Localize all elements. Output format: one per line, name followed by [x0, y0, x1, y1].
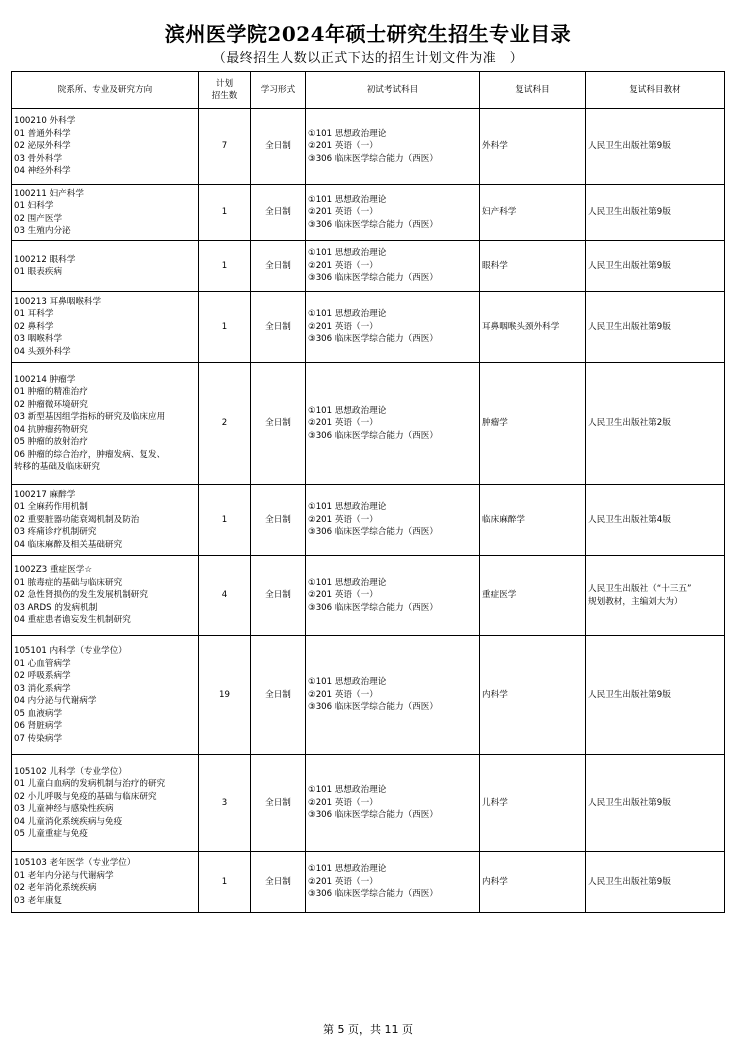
cell-major — [12, 185, 199, 241]
cell-major-line: 04 头颈外科学 — [14, 346, 71, 357]
cell-major-line: 100213 耳鼻咽喉科学 — [14, 296, 102, 307]
cell-major-line: 02 泌尿外科学 — [14, 141, 71, 152]
cell-exam-line: ②201 英语（一） — [308, 418, 378, 429]
page-title: 滨州医学院2024年硕士研究生招生专业目录 — [164, 22, 572, 46]
cell-major — [12, 636, 199, 755]
cell-major-line: 03 骨外科学 — [14, 153, 63, 164]
cell-exam-line: ②201 英语（一） — [308, 260, 378, 271]
cell-major-line: 01 妇科学 — [14, 201, 54, 211]
cell-major-line: 01 眼表疾病 — [14, 267, 63, 277]
cell-major-line: 02 小儿呼吸与免疫的基础与临床研究 — [14, 791, 157, 802]
cell-major — [12, 556, 199, 636]
header-book: 复试科目教材 — [586, 72, 725, 109]
cell-exam-line: ②201 英语（一） — [308, 876, 378, 887]
cell-exam-line: ②201 英语（一） — [308, 689, 378, 700]
cell-major-line: 01 儿童白血病的发病机制与治疗的研究 — [14, 779, 166, 789]
cell-exam-line: ①101 思想政治理论 — [308, 309, 387, 320]
cell-quota: 1 — [199, 292, 251, 363]
cell-book — [586, 185, 725, 241]
cell-major-line: 03 咽喉科学 — [14, 334, 63, 345]
header-quota — [199, 72, 251, 109]
cell-exam — [306, 363, 480, 485]
cell-exam — [306, 852, 480, 913]
cell-quota: 1 — [199, 185, 251, 241]
cell-major-line: 02 肿瘤微环境研究 — [14, 399, 88, 410]
cell-major-line: 100211 妇产科学 — [14, 188, 84, 199]
cell-exam — [306, 292, 480, 363]
cell-major-line: 01 耳科学 — [14, 309, 54, 320]
cell-retest: 内科学 — [480, 636, 586, 755]
cell-major-line: 105103 老年医学（专业学位） — [14, 858, 136, 868]
cell-mode: 全日制 — [251, 755, 306, 852]
cell-major-line: 01 心血管病学 — [14, 658, 71, 669]
cell-major-line: 04 重症患者谵妄发生机制研究 — [14, 615, 131, 626]
cell-book-line: 规划教材，主编刘大为） — [588, 596, 683, 607]
cell-exam-line: ①101 思想政治理论 — [308, 128, 387, 139]
cell-exam-line: ③306 临床医学综合能力（西医） — [308, 153, 438, 164]
cell-mode: 全日制 — [251, 485, 306, 556]
cell-quota: 1 — [199, 485, 251, 556]
cell-major-line: 03 疼痛诊疗机制研究 — [14, 527, 97, 538]
cell-retest: 妇产科学 — [480, 185, 586, 241]
cell-exam-line: ①101 思想政治理论 — [308, 405, 387, 416]
cell-book — [586, 636, 725, 755]
cell-major — [12, 241, 199, 292]
cell-mode: 全日制 — [251, 636, 306, 755]
cell-exam-line: ②201 英语（一） — [308, 590, 378, 601]
cell-book — [586, 852, 725, 913]
cell-book — [586, 292, 725, 363]
cell-retest: 内科学 — [480, 852, 586, 913]
cell-exam-line: ②201 英语（一） — [308, 321, 378, 332]
cell-mode: 全日制 — [251, 109, 306, 185]
cell-major-line: 105102 儿科学（专业学位） — [14, 766, 127, 777]
cell-major — [12, 363, 199, 485]
cell-exam-line: ③306 临床医学综合能力（西医） — [308, 273, 438, 284]
cell-exam — [306, 485, 480, 556]
cell-exam-line: ③306 临床医学综合能力（西医） — [308, 889, 438, 900]
cell-mode: 全日制 — [251, 292, 306, 363]
cell-book-line: 人民卫生出版社第2版 — [588, 418, 671, 429]
cell-book-line: 人民卫生出版社（“十三五” — [588, 584, 692, 594]
cell-book-line: 人民卫生出版社第9版 — [588, 260, 671, 271]
cell-major-line: 06 肾脏病学 — [14, 721, 63, 731]
cell-major-line: 04 内分泌与代谢病学 — [14, 696, 97, 706]
cell-major-line: 01 普通外科学 — [14, 128, 71, 139]
header-quota-line2: 招生数 — [211, 91, 238, 101]
cell-major-line: 07 传染病学 — [14, 733, 63, 744]
table-row — [12, 556, 725, 636]
cell-major-line: 100217 麻醉学 — [14, 489, 76, 500]
cell-retest: 耳鼻咽喉头颈外科学 — [480, 292, 586, 363]
cell-quota: 7 — [199, 109, 251, 185]
cell-major-line: 1002Z3 重症医学☆ — [14, 565, 93, 576]
table-row — [12, 363, 725, 485]
cell-major-line: 02 急性肾损伤的发生发展机制研究 — [14, 590, 148, 601]
cell-major — [12, 292, 199, 363]
cell-major-line: 100212 眼科学 — [14, 254, 76, 265]
cell-exam-line: ①101 思想政治理论 — [308, 502, 387, 513]
header-exam: 初试考试科目 — [306, 72, 480, 109]
cell-exam — [306, 636, 480, 755]
cell-major-line: 05 血液病学 — [14, 708, 63, 719]
cell-book-line: 人民卫生出版社第9版 — [588, 689, 671, 700]
cell-retest: 肿瘤学 — [480, 363, 586, 485]
cell-major-line: 转移的基础及临床研究 — [14, 462, 100, 472]
cell-book-line: 人民卫生出版社第9版 — [588, 321, 671, 332]
table-row — [12, 241, 725, 292]
cell-exam-line: ①101 思想政治理论 — [308, 864, 387, 875]
cell-retest: 临床麻醉学 — [480, 485, 586, 556]
cell-quota: 19 — [199, 636, 251, 755]
cell-exam-line: ③306 临床医学综合能力（西医） — [308, 527, 438, 538]
cell-major-line: 100214 肿瘤学 — [14, 374, 76, 385]
cell-book — [586, 556, 725, 636]
cell-exam-line: ③306 临床医学综合能力（西医） — [308, 602, 438, 613]
cell-book-line: 人民卫生出版社第9版 — [588, 876, 671, 887]
cell-quota: 1 — [199, 241, 251, 292]
cell-major-line: 02 围产医学 — [14, 213, 63, 224]
cell-major-line: 04 神经外科学 — [14, 166, 71, 177]
cell-quota: 1 — [199, 852, 251, 913]
cell-major-line: 100210 外科学 — [14, 116, 76, 127]
cell-major-line: 01 全麻药作用机制 — [14, 502, 88, 513]
cell-exam — [306, 109, 480, 185]
cell-mode: 全日制 — [251, 556, 306, 636]
cell-major-line: 03 ARDS 的发病机制 — [14, 602, 98, 613]
cell-exam — [306, 556, 480, 636]
cell-quota: 4 — [199, 556, 251, 636]
cell-major-line: 04 儿童消化系统疾病与免疫 — [14, 816, 123, 827]
table-row — [12, 185, 725, 241]
cell-major — [12, 109, 199, 185]
cell-major-line: 05 肿瘤的放射治疗 — [14, 437, 88, 447]
cell-major-line: 02 老年消化系统疾病 — [14, 883, 97, 893]
cell-major-line: 03 消化系病学 — [14, 683, 71, 694]
cell-major-line: 02 呼吸系病学 — [14, 671, 71, 681]
cell-book — [586, 755, 725, 852]
header-quota-line1: 计划 — [215, 79, 234, 89]
cell-major-line: 03 新型基因组学指标的研究及临床应用 — [14, 412, 166, 422]
cell-exam-line: ③306 临床医学综合能力（西医） — [308, 430, 438, 441]
cell-major-line: 01 脓毒症的基础与临床研究 — [14, 577, 123, 588]
cell-major-line: 03 生殖内分泌 — [14, 226, 71, 236]
cell-book — [586, 363, 725, 485]
cell-mode: 全日制 — [251, 852, 306, 913]
cell-quota: 2 — [199, 363, 251, 485]
cell-book-line: 人民卫生出版社第9版 — [588, 207, 671, 218]
header-retest: 复试科目 — [480, 72, 586, 109]
cell-major-line: 02 重要脏器功能衰竭机制及防治 — [14, 514, 140, 525]
cell-major-line: 04 临床麻醉及相关基础研究 — [14, 539, 123, 550]
cell-book-line: 人民卫生出版社第9版 — [588, 797, 671, 808]
cell-retest: 儿科学 — [480, 755, 586, 852]
cell-book — [586, 485, 725, 556]
cell-major — [12, 485, 199, 556]
cell-major-line: 105101 内科学（专业学位） — [14, 646, 127, 656]
cell-major-line: 06 肿瘤的综合治疗，肿瘤发病、复发、 — [14, 449, 166, 460]
table-row — [12, 636, 725, 755]
table-row — [12, 292, 725, 363]
cell-book — [586, 241, 725, 292]
cell-major-line: 01 老年内分泌与代谢病学 — [14, 870, 114, 881]
catalog-table — [11, 71, 725, 913]
cell-exam-line: ①101 思想政治理论 — [308, 785, 387, 796]
table-header-row — [12, 72, 725, 109]
cell-exam-line: ①101 思想政治理论 — [308, 248, 387, 259]
cell-mode: 全日制 — [251, 363, 306, 485]
cell-book — [586, 109, 725, 185]
table-row — [12, 852, 725, 913]
cell-exam-line: ②201 英语（一） — [308, 514, 378, 525]
cell-exam-line: ②201 英语（一） — [308, 141, 378, 152]
cell-major-line: 03 老年康复 — [14, 895, 63, 906]
cell-retest: 重症医学 — [480, 556, 586, 636]
cell-quota: 3 — [199, 755, 251, 852]
header-mode: 学习形式 — [251, 72, 306, 109]
cell-book-line: 人民卫生出版社第4版 — [588, 514, 671, 525]
cell-exam — [306, 755, 480, 852]
cell-major — [12, 755, 199, 852]
cell-exam-line: ②201 英语（一） — [308, 207, 378, 218]
header-major: 院系所、专业及研究方向 — [12, 72, 199, 109]
cell-major-line: 01 肿瘤的精准治疗 — [14, 387, 88, 397]
cell-major-line: 04 抗肿瘤药物研究 — [14, 424, 88, 435]
cell-exam-line: ①101 思想政治理论 — [308, 677, 387, 688]
table-row — [12, 109, 725, 185]
cell-major — [12, 852, 199, 913]
cell-exam — [306, 241, 480, 292]
cell-retest: 外科学 — [480, 109, 586, 185]
table-row — [12, 755, 725, 852]
page-subtitle: （最终招生人数以正式下达的招生计划文件为准 ） — [212, 51, 524, 66]
table-body — [12, 109, 725, 913]
page-footer: 第 5 页，共 11 页 — [323, 1023, 413, 1036]
cell-exam — [306, 185, 480, 241]
cell-exam-line: ①101 思想政治理论 — [308, 194, 387, 205]
cell-exam-line: ③306 临床医学综合能力（西医） — [308, 334, 438, 345]
cell-exam-line: ③306 临床医学综合能力（西医） — [308, 702, 438, 713]
cell-exam-line: ③306 临床医学综合能力（西医） — [308, 810, 438, 821]
cell-major-line: 02 鼻科学 — [14, 321, 54, 332]
cell-retest: 眼科学 — [480, 241, 586, 292]
cell-mode: 全日制 — [251, 185, 306, 241]
cell-major-line: 05 儿童重症与免疫 — [14, 829, 88, 839]
cell-major-line: 03 儿童神经与感染性疾病 — [14, 804, 114, 814]
table-row — [12, 485, 725, 556]
cell-exam-line: ③306 临床医学综合能力（西医） — [308, 219, 438, 230]
cell-exam-line: ①101 思想政治理论 — [308, 577, 387, 588]
cell-book-line: 人民卫生出版社第9版 — [588, 141, 671, 152]
cell-mode: 全日制 — [251, 241, 306, 292]
cell-exam-line: ②201 英语（一） — [308, 797, 378, 808]
